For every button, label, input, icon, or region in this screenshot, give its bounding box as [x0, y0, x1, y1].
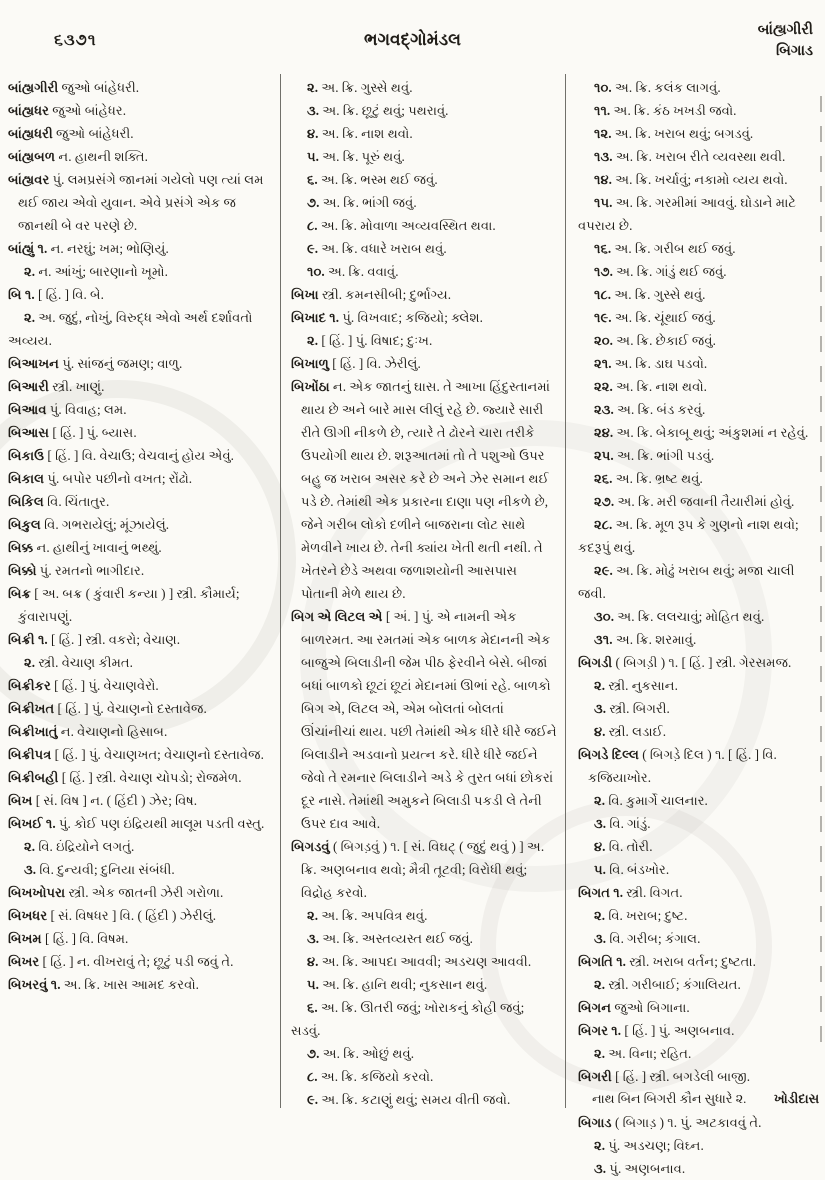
sense-number: ૧૩. [594, 149, 616, 164]
headword: બિખધર [8, 908, 51, 923]
dictionary-entry: બિખોંઠા ન. એક જાતનું ઘાસ. તે આખા હિંદુસ્તાનમાં થાય છે અને બારે માસ લીલું રહે છે. જ્યારે સારી રીતે ઊગી નીકળે છે, ત્યારે તે ઢોરને ચારા તરીકે ઉપયોગી થાય છે. શરૂઆતમાં તો તે પશુઓ ઉપર બહુ જ ખરાબ અસર કરે છે અને ઝેર સમાન થઈ પડે છે. તેમાંથી એક પ્રકારના દાણા પણ નીકળે છે, જેને ગરીબ લોકો દળીને બાજરાના લોટ સાથે મેળવીને ખાય છે. તેની ક્યાંય ખેતી થતી નથી. તે ખેતરને છેડે અથવા જળાશયોની આસપાસ પોતાની મેળે થાય છે. [291, 379, 550, 601]
headword: બાંહ્યવર [8, 172, 53, 187]
headword: બિઆરી [8, 379, 53, 394]
headword: બિક્ક [8, 540, 37, 555]
sense-line: ૩૦. અ. ક્રિ. લલચાવું; મોહિત થવું. [594, 609, 765, 624]
dictionary-entry: બિગર ૧. [ હિં. ] પું. અણબનાવ. [578, 1023, 735, 1038]
sense-line: ૩. વિ. ગાંડું. [594, 816, 651, 831]
sense-number: ૩. [307, 103, 323, 118]
dictionary-entry: બિખાળુ [ હિં. ] વિ. ઝેરીલું. [291, 356, 421, 371]
sense-number: ૨. [307, 908, 322, 923]
sense-line: ૨૯. અ. ક્રિ. મોઢું ખરાબ થવું; મજા ચાલી જવી. [578, 563, 795, 601]
sense-number: ૨. [307, 333, 322, 348]
sense-line: ૩. અ. ક્રિ. છૂટું થવું; પથરાવું. [307, 103, 449, 118]
sense-line: ૧૦. અ. ક્રિ. વવાવું. [307, 264, 399, 279]
headword: બાંહ્યધરી [8, 126, 57, 141]
sense-number: ૪. [307, 126, 322, 141]
sense-line: ૩. અ. ક્રિ. અસ્તવ્યસ્ત થઈ જવું. [307, 931, 473, 946]
dictionary-entry: બિગતિ ૧. સ્ત્રી. ખરાબ વર્તન; દુષ્ટતા. [578, 954, 756, 969]
dictionary-entry: બિખર [ હિં. ] ન. વીખરાવું તે; છૂટું પડી જવું તે. [8, 954, 234, 969]
sense-line: ૨. ન. આંખું; બારણાનો ખૂમો. [24, 264, 168, 279]
dictionary-entry: બિક્રીપત્ર [ હિં. ] પું. વેચાણખત; વેચાણનો દસ્તાવેજ. [8, 747, 264, 762]
dictionary-entry: બિ ૧. [ હિં. ] વિ. બે. [8, 287, 104, 302]
sense-line: ૨૫. અ. ક્રિ. ભાંગી પડવું. [594, 448, 715, 463]
sense-number: ૧૯. [594, 310, 615, 325]
dictionary-entry: બિક્રીકર [ હિં. ] પું. વેચાણવેરો. [8, 678, 159, 693]
dictionary-entry: બિખાદ ૧. પું. વિખવાદ; કજિયો; ક્લેશ. [291, 310, 483, 325]
dictionary-entry: બિક્ર [ અ. બક્ર ( કુંવારી કન્યા ) ] સ્ત્રી. કૌમાર્ય; કુંવારાપણું. [8, 586, 240, 624]
guide-word-first: બાંહ્યગીરી [757, 22, 813, 38]
headword: બિખરવું ૧. [8, 977, 64, 992]
headword: બિગડવું [291, 839, 333, 854]
sense-number: ૩. [594, 701, 610, 716]
sense-line: ૮. અ. ક્રિ. કજિયો કરવો. [307, 1069, 434, 1084]
headword: બિગતિ ૧. [578, 954, 630, 969]
sense-number: ૨. [24, 655, 39, 670]
headword: બિગર ૧. [578, 1023, 625, 1038]
dictionary-entry: બિક્રી ૧. [ હિં. ] સ્ત્રી. વકરો; વેચાણ. [8, 632, 181, 647]
headword: બિકાઉ [8, 448, 48, 463]
sense-number: ૬. [307, 172, 321, 187]
sense-line: ૪. સ્ત્રી. લડાઈ. [594, 724, 667, 739]
headword: બિખ [8, 793, 36, 808]
page-header [0, 18, 825, 70]
citation-line [578, 1088, 819, 1111]
dictionary-entry: બિક્રીખત [ હિં. ] પું. વેચાણનો દસ્તાવેજ. [8, 701, 207, 716]
sense-number: ૨. [24, 264, 39, 279]
sense-line: ૫. વિ. બંડખોર. [594, 862, 670, 877]
citation-author: ખોડીદાસ [773, 1092, 819, 1106]
sense-line: ૯. અ. ક્રિ. વધારે ખરાબ થવું. [307, 241, 447, 256]
sense-line: ૭. અ. ક્રિ. ભાંગી જવું. [307, 195, 417, 210]
sense-number: ૫. [307, 149, 323, 164]
dictionary-entry: બિકાઉ [ હિં. ] વિ. વેચાઉ; વેચવાનું હોય એવું. [8, 448, 234, 463]
sense-number: ૧૪. [594, 172, 616, 187]
dictionary-entry: બિઆવ પું. વિવાહ; લમ. [8, 402, 127, 417]
sense-line: ૨. વિ. કુમાર્ગે ચાલનાર. [594, 793, 708, 808]
dictionary-entry: બિખ [ સં. વિષ ] ન. ( હિંદી ) ઝેર; વિષ. [8, 793, 198, 808]
headword: બાંહ્યબળ [8, 149, 59, 164]
sense-line: ૨. અ. ક્રિ. અપવિત્ર થવું. [307, 908, 428, 923]
dictionary-entry: બિગાડ ( બિગાડ઼ ) ૧. પું. અટકાવવું તે. [578, 1115, 762, 1130]
sense-line: ૨. વિ. ખરાબ; દુષ્ટ. [594, 908, 688, 923]
sense-line: ૨. [ હિં. ] પું. વિષાદ; દુઃખ. [307, 333, 433, 348]
headword: બિખઈ ૧. [8, 816, 59, 831]
sense-line: ૨. અ. જુદું, નોખું, વિરુદ્ધ એવો અર્થ દર્શાવતો અવ્યય. [8, 310, 253, 348]
sense-line: ૨. સ્ત્રી. ગરીબાઈ; કંગાલિયત. [594, 977, 741, 992]
dictionary-entry: બાંહ્યવર પું. લમપ્રસંગે જાનમાં ગયેલો પણ ત્યાં લમ થઈ જાય એવો યુવાન. એવે પ્રસંગે એક જ જાનથી બે વર પરણે છે. [8, 172, 264, 233]
sense-line: ૨૮. અ. ક્રિ. મૂળ રૂપ કે ગુણનો નાશ થવો; કદરૂપું થવું. [578, 517, 799, 555]
headword: બિક્રીખાતું [8, 724, 61, 739]
headword: બિકાલ [8, 471, 48, 486]
headword: બિખર [8, 954, 43, 969]
sense-line: ૨. અ. વિના; રહિત. [594, 1046, 692, 1061]
sense-line: ૨. અ. ક્રિ. ગુસ્સે થવું. [307, 80, 413, 95]
page-number: ૬૩૭૧ [54, 32, 97, 49]
headword: બિગડી [578, 655, 616, 670]
sense-line: ૩. પું. અણબનાવ. [594, 1161, 686, 1176]
sense-number: ૩૧. [594, 632, 616, 647]
dictionary-entry: બિખખોપરા સ્ત્રી. એક જાતની ઝેરી ગરોળા. [8, 885, 224, 900]
headword: બિગન [578, 1000, 615, 1015]
sense-number: ૨૪. [594, 425, 617, 440]
sense-number: ૫. [594, 862, 610, 877]
guide-words [758, 20, 813, 62]
sense-number: ૨૨. [594, 379, 617, 394]
sense-number: ૨૩. [594, 402, 618, 417]
dictionary-entry: બિગત ૧. સ્ત્રી. વિગત. [578, 885, 683, 900]
dictionary-entry: બિક્રીબહી [ હિં. ] સ્ત્રી. વેચાણ ચોપડો; રોજમેળ. [8, 770, 242, 785]
headword: બિકિલ [8, 494, 48, 509]
dictionary-entry: બિગ એ લિટલ એ [ અં. ] પું. એ નામની એક બાળરમત. આ રમતમાં એક બાળક મેદાનની એક બાજુએ બિલાડીની જેમ પીઠ ફેરવીને બેસે. બીજાં બધાં બાળકો છૂટાં છૂટાં મેદાનમાં ઊભાં રહે. બાળકો બિગ એ, લિટલ એ, એમ બોલતાં બોલતાં ઊંચાંનીચાં થાય. પછી તેમાંથી એક ધીરે ધીરે જઈને બિલાડીને અડવાનો પ્રયત્ન કરે. ધીરે ધીરે જઈને જેવો તે રમનાર બિલાડીને અડે કે તુરત બધાં છોકરાં દૂર નાસે. તેમાંથી અમુકને બિલાડી પકડી લે તેની ઉપર દાવ આવે. [291, 609, 557, 831]
dictionary-entry: બાંહ્યબળ ન. હાથની શક્તિ. [8, 149, 148, 164]
sense-line: ૧૬. અ. ક્રિ. ગરીબ થઈ જવું. [594, 241, 736, 256]
sense-line: ૯. અ. ક્રિ. કટાણું થવું; સમય વીતી જવો. [307, 1092, 511, 1107]
sense-line: ૫. અ. ક્રિ. પૂરું થવું. [307, 149, 405, 164]
sense-line: ૧૧. અ. ક્રિ. કંઠ ખખડી જવો. [594, 103, 737, 118]
sense-line: ૨. પું. અડચણ; વિઘ્ન. [594, 1138, 704, 1153]
sense-line: ૩. વિ. દુન્યવી; દુનિયા સંબંધી. [24, 862, 175, 877]
sense-line: ૧૮. અ. ક્રિ. ગુસ્સે થવું. [594, 287, 706, 302]
dictionary-entry: બાંહ્યધરી જુઓ બાંહેધરી. [8, 126, 134, 141]
headword: બિ ૧. [8, 287, 38, 302]
sense-number: ૧૭. [594, 264, 617, 279]
sense-line: ૧૩. અ. ક્રિ. ખરાબ રીતે વ્યવસ્થા થવી. [594, 149, 786, 164]
sense-line: ૨૧. અ. ક્રિ. ડાઘ પડવો. [594, 356, 708, 371]
dictionary-entry: બાંહ્યધર જુઓ બાંહેધર. [8, 103, 127, 118]
sense-line: ૮. અ. ક્રિ. મોવાળા અવ્યવસ્થિત થવા. [307, 218, 496, 233]
sense-line: ૬. અ. ક્રિ. ભસ્મ થઈ જવું. [307, 172, 438, 187]
sense-number: ૨૧. [594, 356, 615, 371]
dictionary-entry: બિઆરી સ્ત્રી. ખાણું. [8, 379, 105, 394]
sense-number: ૨. [594, 908, 609, 923]
sense-line: ૨૦. અ. ક્રિ. છેકાઈ જવું. [594, 333, 716, 348]
sense-number: ૫. [307, 977, 323, 992]
sense-number: ૨૫. [594, 448, 617, 463]
sense-line: ૩. વિ. ગરીબ; કંગાલ. [594, 931, 701, 946]
sense-number: ૯. [307, 1092, 322, 1107]
dictionary-entry: બિખરવું ૧. અ. ક્રિ. ખાસ આમદ કરવો. [8, 977, 199, 992]
sense-number: ૨૯. [594, 563, 617, 578]
dictionary-entry: બિકાલ પું. બપોર પછીનો વખત; રોંઢો. [8, 471, 193, 486]
headword: બિગત ૧. [578, 885, 627, 900]
dictionary-entry: બિક્ક ન. હાથીનું ખાવાનું ભથ્થું. [8, 540, 162, 555]
sense-number: ૨. [594, 1138, 609, 1153]
sense-number: ૮. [307, 1069, 321, 1084]
headword: બિગ એ લિટલ એ [291, 609, 386, 624]
headword: બિઆખન [8, 356, 63, 371]
sense-number: ૯. [307, 241, 322, 256]
sense-line: ૨૩. અ. ક્રિ. બંડ કરવું. [594, 402, 706, 417]
dictionary-entry: બિખમ [ હિં. ] વિ. વિષમ. [8, 931, 129, 946]
headword: બિક્રી ૧. [8, 632, 52, 647]
dictionary-entry: બિઆખન પું. સાંજનું જમણ; વાળુ. [8, 356, 183, 371]
sense-number: ૧૧. [594, 103, 614, 118]
sense-number: ૨૮. [594, 517, 616, 532]
sense-number: ૧૮. [594, 287, 615, 302]
citation-text: નાથ બિન બિગરી કૌન સુધારે ૨. [592, 1092, 747, 1106]
dictionary-entry: બાંહ્યું ૧. ન. નરઘું; ખમ; ભોણિયું. [8, 241, 169, 256]
column-middle [281, 74, 566, 1108]
headword: બિગરી [578, 1069, 616, 1084]
sense-number: ૩. [594, 931, 610, 946]
headword: બિક્રીપત્ર [8, 747, 55, 762]
sense-number: ૩. [24, 862, 40, 877]
sense-number: ૨. [307, 80, 322, 95]
sense-line: ૪. વિ. તોરી. [594, 839, 653, 854]
sense-line: ૩. સ્ત્રી. બિગરી. [594, 701, 670, 716]
headword: બિખા [291, 287, 322, 302]
dictionary-entry: બિગન જુઓ બિગાના. [578, 1000, 690, 1015]
dictionary-entry: બિગડવું ( બિગડ઼વું ) ૧. [ સં. વિઘટ્ ( જુદું થવું ) ] અ. ક્રિ. અણબનાવ થવો; મૈત્રી તૂટવી; વિરોધી થવું; વિદ્રોહ કરવો. [291, 839, 545, 900]
headword: બિખખોપરા [8, 885, 69, 900]
sense-line: ૩૧. અ. ક્રિ. શરમાવું. [594, 632, 697, 647]
sense-line: ૧૪. અ. ક્રિ. ખર્ચાવું; નકામો વ્યય થવો. [594, 172, 788, 187]
sense-line: ૧૦. અ. ક્રિ. કલંક લાગવું. [594, 80, 721, 95]
sense-number: ૨૦. [594, 333, 617, 348]
headword: બિખાળુ [291, 356, 333, 371]
sense-number: ૪. [307, 954, 322, 969]
sense-number: ૨. [594, 793, 609, 808]
headword: બિક્કો [8, 563, 40, 578]
sense-line: ૨૪. અ. ક્રિ. બેકાબૂ થવું; અંકુશમાં ન રહેવું. [594, 425, 809, 440]
headword: બિક્રીબહી [8, 770, 62, 785]
dictionary-entry: બિખા સ્ત્રી. કમનસીબી; દુર્ભાગ્ય. [291, 287, 452, 302]
sense-line: ૧૯. અ. ક્રિ. ચૂંથાઈ જવું. [594, 310, 716, 325]
sense-number: ૩. [307, 931, 323, 946]
headword: બિઆસ [8, 425, 53, 440]
headword: બિખોંઠા [291, 379, 333, 394]
column-right [566, 74, 823, 1176]
headword: બિખાદ ૧. [291, 310, 343, 325]
guide-word-last: બિગાડ [775, 43, 813, 59]
sense-line: ૨. સ્ત્રી. નુકસાન. [594, 678, 678, 693]
sense-number: ૨. [594, 977, 609, 992]
sense-line: ૧૫. અ. ક્રિ. ગરમીમાં આવવું. ઘોડાને માટે વપરાય છે. [578, 195, 797, 233]
dictionary-entry: બિક્રીખાતું ન. વેચાણનો હિસાબ. [8, 724, 168, 739]
dictionary-entry: બિકિલ વિ. ચિંતાતુર. [8, 494, 110, 509]
sense-number: ૧૨. [594, 126, 615, 141]
dictionary-entry: બિગડી ( બિગડ઼ી ) ૧. [ હિં. ] સ્ત્રી. ગેરસમજ. [578, 655, 792, 670]
sense-line: ૭. અ. ક્રિ. ઓછું થવું. [307, 1046, 415, 1061]
sense-line: ૪. અ. ક્રિ. નાશ થવો. [307, 126, 413, 141]
headword: બિખમ [8, 931, 46, 946]
sense-number: ૧૦. [594, 80, 615, 95]
dictionary-entry: બિઆસ [ હિં. ] પું. બ્યાસ. [8, 425, 137, 440]
sense-line: ૧૨. અ. ક્રિ. ખરાબ થવું; બગડવું. [594, 126, 754, 141]
sense-line: ૧૭. અ. ક્રિ. ગાંડું થઈ જવું. [594, 264, 727, 279]
sense-number: ૨. [594, 1046, 609, 1061]
dictionary-entry: બિખધર [ સં. વિષધર ] વિ. ( હિંદી ) ઝેરીલું. [8, 908, 217, 923]
sense-number: ૨૭. [594, 494, 618, 509]
sense-number: ૩. [594, 1161, 610, 1176]
sense-number: ૧૦. [307, 264, 328, 279]
book-title: ભગવદ્ગોમંડલ [364, 30, 461, 49]
headword: બાંહ્યું ૧. [8, 241, 51, 256]
sense-number: ૨. [24, 839, 39, 854]
sense-number: ૨. [594, 678, 609, 693]
sense-number: ૩૦. [594, 609, 618, 624]
sense-line: ૨. વિ. ઇંદ્રિયોને લગતું. [24, 839, 135, 854]
sense-line: ૪. અ. ક્રિ. આપદા આવવી; અડચણ આવવી. [307, 954, 532, 969]
headword: બાંહ્યગીરી [8, 80, 62, 95]
headword: બિક્રીખત [8, 701, 58, 716]
dictionary-entry: બિગરી [ હિં. ] સ્ત્રી. બગડેલી બાજી. [578, 1069, 751, 1084]
sense-number: ૭. [307, 195, 323, 210]
sense-line: ૨૬. અ. ક્રિ. ભ્રષ્ટ થવું. [594, 471, 703, 486]
sense-line: ૫. અ. ક્રિ. હાનિ થવી; નુકસાન થવું. [307, 977, 488, 992]
sense-number: ૮. [307, 218, 321, 233]
sense-line: ૨૭. અ. ક્રિ. મરી જવાની તૈયારીમાં હોવું. [594, 494, 795, 509]
headword: બિક્રીકર [8, 678, 55, 693]
dictionary-entry: બિગડે દિલ્લ ( બિગડ઼ે દિલ ) ૧. [ હિં. ] વિ. કજિયાખોર. [578, 747, 777, 785]
sense-line: ૨. સ્ત્રી. વેચાણ કીમત. [24, 655, 133, 670]
sense-number: ૩. [594, 816, 610, 831]
dictionary-entry: બિક્કો પું. રમતનો ભાગીદાર. [8, 563, 145, 578]
sense-line: ૬. અ. ક્રિ. ઊતરી જવું; ખોરાકનું કોહી જવું; સડવું. [291, 1000, 525, 1038]
sense-number: ૨૬. [594, 471, 616, 486]
headword: બિઆવ [8, 402, 50, 417]
headword: બિગડે દિલ્લ [578, 747, 643, 762]
sense-number: ૬. [307, 1000, 321, 1015]
dictionary-entry: બાંહ્યગીરી જુઓ બાંહેધરી. [8, 80, 140, 95]
sense-number: ૧૫. [594, 195, 616, 210]
headword: બિકુલ [8, 517, 45, 532]
dictionary-entry: બિકુલ વિ. ગભરાયેલું; મૂંઝાયેલું. [8, 517, 170, 532]
column-left [6, 74, 281, 1108]
sense-number: ૪. [594, 839, 609, 854]
sense-number: ૨. [24, 310, 39, 325]
headword: બાંહ્યધર [8, 103, 53, 118]
headword: બિગાડ [578, 1115, 615, 1130]
dictionary-entry: બિખઈ ૧. પું. કોઈ પણ ઇંદ્રિયથી માલૂમ પડતી વસ્તુ. [8, 816, 265, 831]
sense-number: ૭. [307, 1046, 323, 1061]
text-columns [6, 74, 823, 1176]
sense-number: ૪. [594, 724, 609, 739]
sense-number: ૧૬. [594, 241, 615, 256]
sense-line: ૨૨. અ. ક્રિ. નાશ થવો. [594, 379, 707, 394]
headword: બિક્ર [8, 586, 35, 601]
